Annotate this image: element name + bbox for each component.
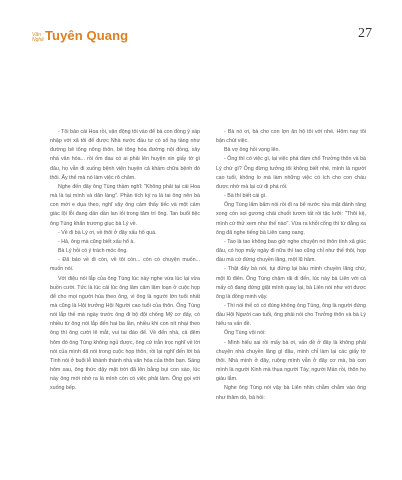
paragraph: - Thật đấy bà nói, tụi đứng lại bàu mình chuyền lăng chứ, một lũ điên. Ông Tùng chậm rãi đi đến, lúc này bà Liên với cả mấy cô đang đứng giặt mình quay lại, bà Liên nói như với được ông là đồng minh vậy. <box>216 266 366 300</box>
paragraph: - Tôi bảo cái Hoa rồi, vận động tôi vào để bà con đồng ý sáp nhập với xã tôi để được Nhà nước đầu tư có số hạ tầng như đường bê tông nông thôn, bê tông hóa đường nội đồng, xây nhà văn hóa... rồi ốm đau có ai phải lên huyện xin giấy tờ gì đâu, họ vẫn đi xuống bệnh viện huyện cả khám chữa bệnh đó thôi. Ấy thế mà nó làm việc rõ chăm. <box>50 129 200 181</box>
paragraph: - Mình hiểu sai rồi mấy bà ơi, vấn đề ở đây là không phải chuyện nhà chuyền lăng gì đâu, mình chỉ làm lại các giấy tờ thôi. Nhà mình ở đây, ruộng mình vẫn ở đây cơ mà, bà con mình là người Kinh mà thụa người Tày, người Mán rồi, thôn họ giàu lắm. <box>216 339 366 383</box>
paragraph: Ông Tùng lẩm bẩm nói rồi đi ra bể nước rửa mặt đánh răng xong còn soi gương chải chuốt tươm tất rồi tặc lưỡi: "Thôi kệ, mình cứ thử xem như thế nào". Vừa ra khỏi cổng thì từ đằng xa ông đã nghe tiếng bà Liên cang oang. <box>216 202 366 236</box>
paragraph: - Tao là tao không bao giờ nghe chuyện nó thôn tính xã giúc đâu, có họp mấy ngày đi nữa thì tao cũng chỉ như thế thôi, họp đầu mà cứ đứng chuyền lăng, một lũ hâm. <box>216 238 366 264</box>
paragraph: Ông Tùng vội nói: <box>224 330 266 337</box>
magazine-logo <box>32 28 128 43</box>
logo-stack <box>32 33 44 43</box>
logo-word-van: Văn <box>32 32 41 38</box>
logo-title: Tuyên Quang <box>44 28 129 43</box>
paragraph: Với điệu nói lắp của ông Tùng lúc này nghe vừa lúc lại vừa buồn cười. Tức là lúc cái lúc ông lâm cảm lâm loạn ở cuộc họp để cho mọi người hùa theo ông, vì ông là người lớn tuổi nhất mà cũng là Hội trưởng Hội Người cao tuổi của thôn. Ông Tùng nói lắp thế mà ngày trước ông đi bộ đội chống Mỹ cơ đấy, có nhiều từ ông nói lắp đến hai ba lần, nhiều khi con nít nhại theo ông thì ông cười lẽ mắt, vui tai đáo để. Về đến nhà, cả đêm hôm đó ông Tùng không ngủ được, ông cứ trằn trọc nghĩ về lời nói của mình đã nói trong cuộc họp thôn, rồi lại nghĩ đến lời bà Tình nói ở buổi lễ khánh thành nhà văn hóa của thôn bạn. Sáng hôm sau, ông thức dậy mặt trời đã lên bằng bụi con sào, lúc này ông mới nhớ ra là mình còn có việc phải làm. Ông gọi với xuống bếp. <box>50 275 200 392</box>
paragraph: Nghe ông Tùng nói vậy bà Liên nhìn chằm chằm vào ông như thăm dò, bà hỏi: <box>216 385 366 401</box>
paragraph: - Bà nó ơi, bà cho con lợn ăn hộ tôi với nhé. Hôm nay tôi bận chút việc. <box>216 129 366 145</box>
paragraph: Nghe đến đây ông Tùng thầm nghĩ: "Không phải tại cái Hoa mà là tại mình và dân làng". Phần tích ký ra là tai ông nên bà con mới e dụa theo, nghĩ vậy ông cảm thấy tiếc và một cảm giác lội lỗi đang dần dần lan lỏi trong tâm trí ông. Tan buổi tiệc ông Tùng khẩn trương giục bà Lý về. <box>50 183 200 227</box>
left-column <box>50 128 200 394</box>
paragraph: - Đã bảo về đi còn, về tôi còn... còn có chuyện muốn... muốn nói. <box>50 257 200 273</box>
paragraph: - Hả, ông mà cũng biết xấu hổ à. <box>58 238 135 245</box>
paragraph: - Về đi bà Lý ơi, về thôi ở đây xấu hổ quá. <box>58 229 157 236</box>
paragraph: Bà vợ ông hỏi vọng lên. <box>224 147 280 154</box>
paragraph: - Bà thì biết cái gì. <box>224 193 267 200</box>
page-number: 27 <box>358 26 372 41</box>
right-column <box>216 128 366 403</box>
logo-word-nghe: Nghệ <box>32 37 44 43</box>
paragraph: - Thì nói thế có có đúng không ông Tùng, ông là người đứng đầu Hội Người cao tuổi, ông phải nói cho Trưởng thôn và bà Lý hiểu ra vấn đề. <box>216 302 367 328</box>
page-header <box>32 28 372 50</box>
paragraph: Bà Lý hỏi có ý trách móc ông. <box>58 248 128 255</box>
paragraph: - Ông thì có việc gì, lại việc phá đám chổ Trưởng thôn và bà Lý chứ gì? Ông đừng tưởng tôi không biết nhé, mình là người cao tuổi, không lo mà làm những việc có ích cho con cháu được nhờ mà lại cứ đi phá rối. <box>216 156 366 190</box>
